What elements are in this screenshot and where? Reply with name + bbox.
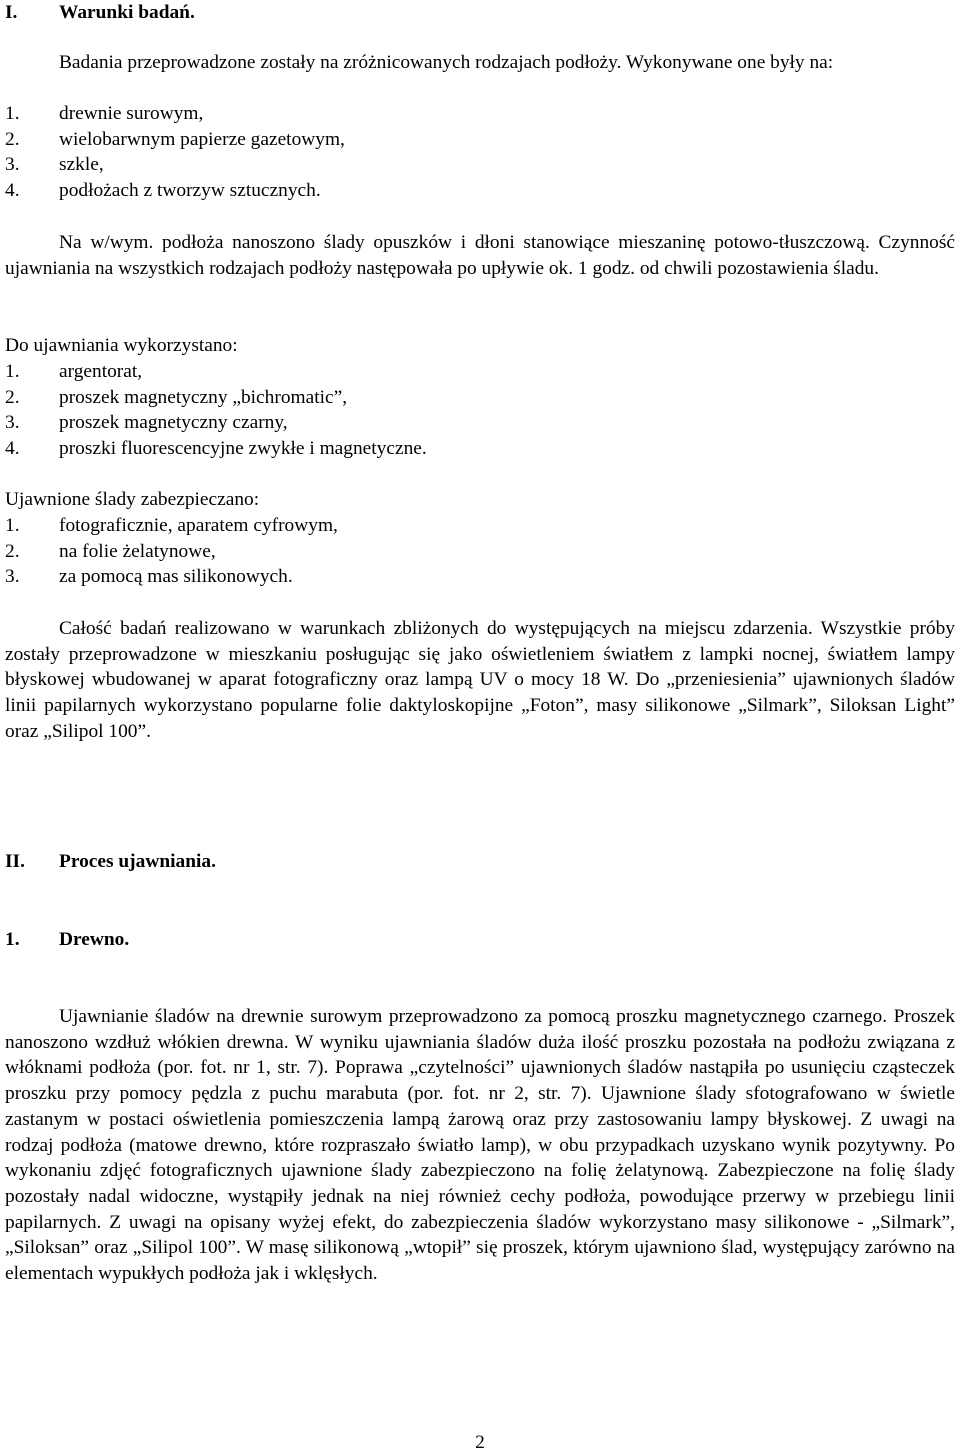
developers-label: Do ujawniania wykorzystano: (5, 335, 238, 356)
secured-list (5, 513, 955, 590)
list-item: 2. wielobarwnym papierze gazetowym, (5, 128, 345, 150)
section-2-number: II. (5, 851, 25, 872)
section-2-heading (5, 849, 955, 875)
section-1-number: I. (5, 2, 18, 23)
subsection-title: Drewno. (59, 929, 130, 950)
section-1-title: Warunki badań. (59, 2, 195, 23)
list-item: 1. drewnie surowym, (5, 103, 204, 124)
developers-list (5, 359, 955, 462)
conditions-paragraph: Całość badań realizowano w warunkach zbliżonych do występujących na miejscu zdarzenia. Wszystkie próby zostały przeprowadzone w mieszkaniu posługując się jako oświetleniem światłem z lampki nocnej, światłem lampy błyskowej wbudowanej w aparat fotograficzny oraz lampą UV o mocy 18 W. Do „przeniesienia” ujawnionych śladów linii papilarnych wykorzystano popularne folie daktyloskopijne „Foton”, masy silikonowe „Silmark”, Siloksan Light” oraz „Silipol 100”. (5, 618, 955, 742)
list-item: 2. na folie żelatynowe, (5, 540, 216, 562)
list-item: 1. argentorat, (5, 361, 143, 382)
list-item: 4. proszki fluorescencyjne zwykłe i magnetyczne. (5, 438, 427, 460)
application-paragraph: Na w/wym. podłoża nanoszono ślady opuszków i dłoni stanowiące mieszaninę potowo-tłuszczową. Czynność ujawniania na wszystkich rodzajach podłoży następowała po upływie ok. 1 godz. od chwili pozostawienia śladu. (5, 232, 955, 279)
list-item: 3. szkle, (5, 154, 104, 176)
section-1-heading (5, 0, 955, 26)
list-item: 3. za pomocą mas silikonowych. (5, 566, 293, 588)
section-2-title: Proces ujawniania. (59, 851, 216, 872)
intro-paragraph: Badania przeprowadzone zostały na zróżnicowanych rodzajach podłoży. Wykonywane one były na: (59, 52, 834, 73)
page-number: 2 (475, 1432, 485, 1453)
wood-paragraph: Ujawnianie śladów na drewnie surowym przeprowadzono za pomocą proszku magnetycznego czarnego. Proszek nanoszono wzdłuż włókien drewna. W wyniku ujawniania śladów duża ilość proszku pozostała na podłożu związana z włóknami podłoża (por. fot. nr 1, str. 7). Poprawa „czytelności” ujawnionych śladów nastąpiła po usunięciu cząsteczek proszku przy pomocy pędzla z puchu marabuta (por. fot. nr 2, str. 7). Ujawnione ślady sfotografowano w świetle zastanym w postaci oświetlenia pomieszczenia lampą żarową oraz przy zastosowaniu lampy błyskowej. Z uwagi na rodzaj podłoża (matowe drewno, które rozpraszało światło lamp), w obu przypadkach uzyskano wynik pozytywny. Po wykonaniu zdjęć fotograficznych ujawnione ślady zabezpieczono na folię żelatynową. Zabezpieczone na folię ślady pozostały nadal widoczne, wystąpiły jednak na niej również cechy podłoża, powodujące przerwy w przebiegu linii papilarnych. Z uwagi na opisany wyżej efekt, do zabezpieczenia śladów wykorzystano masy silikonowe - „Silmark”, „Siloksan” oraz „Silipol 100”. W masę silikonową „wtopił” się proszek, którym ujawniono ślad, występujący zarówno na elementach wypukłych podłoża jak i wklęsłych. (5, 1006, 955, 1285)
secured-label: Ujawnione ślady zabezpieczano: (5, 489, 260, 510)
surfaces-list (5, 101, 955, 204)
list-item: 1. fotograficznie, aparatem cyfrowym, (5, 515, 338, 536)
list-item: 2. proszek magnetyczny „bichromatic”, (5, 386, 348, 408)
subsection-number: 1. (5, 929, 20, 950)
list-item: 3. proszek magnetyczny czarny, (5, 412, 288, 434)
list-item: 4. podłożach z tworzyw sztucznych. (5, 180, 321, 202)
subsection-heading (5, 927, 955, 953)
